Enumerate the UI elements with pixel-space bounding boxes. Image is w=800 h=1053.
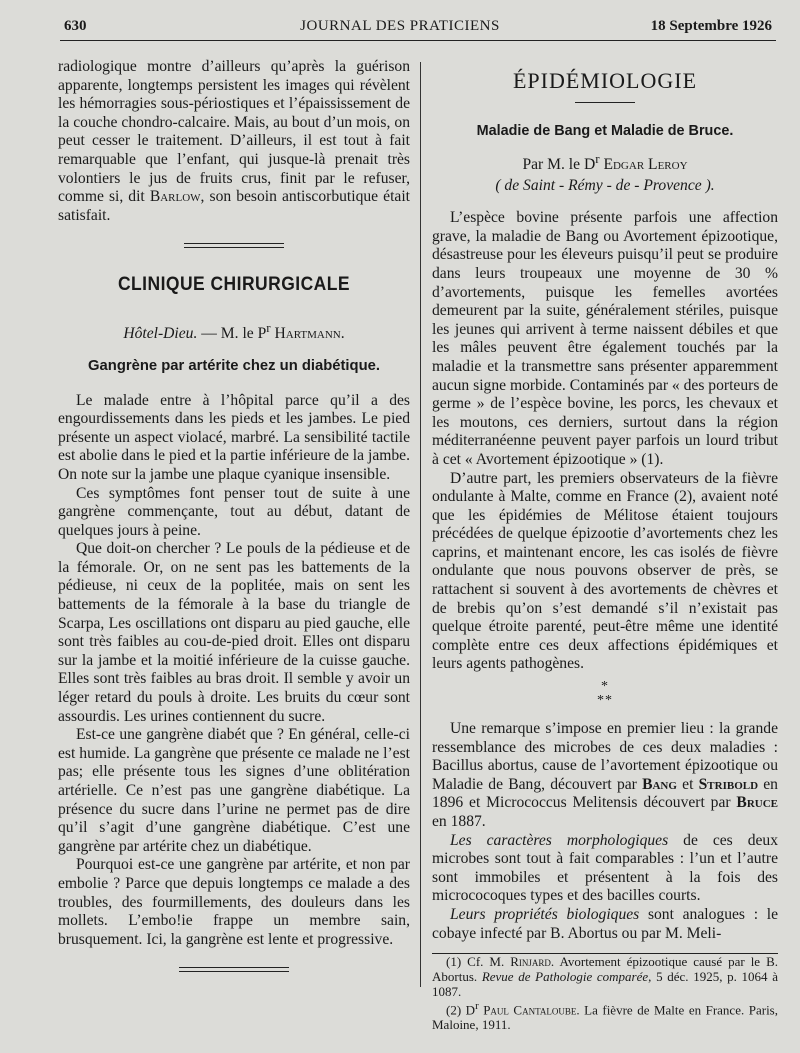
place-line: Hôtel-Dieu. — M. le $P^r$ Hartmann.: [123, 320, 345, 343]
footnote-1: (1) Cf. M. Rinjard. Avortement épizootique causé par le B. Abortus. Revue de Pathologie comparée, 5 déc. 1925, p. 1064 à 1087.: [432, 954, 779, 1000]
paragraph: Que doit-on chercher ? Le pouls de la pédieuse et de la fémorale. Or, on ne sent pas les battements de la pédieuse, ni ceux de la poplitée, mais on sent les battements de la fémorale à la base du triangle de Scarpa, Les oscillations ont disparu au pied gauche, elle sont très faibles au cou-de-pied droit. Elles ont disparu sur la jambe et la moitié inférieure de la cuisse gauche. Elles sont très faibles au bras droit. Il semble y avoir un léger retard du pouls à droite. Les bruits du cœur sont assourdis. Les urines contiennent du sucre.: [58, 540, 410, 725]
author-name: Barlow: [149, 188, 201, 206]
paragraph: Est-ce une gangrène diabét que ? En général, celle-ci est humide. La gangrène que présente ce malade ne l’est pas; elle présente tous les signes d’une oblitération artérielle. Ce n’est pas une gangrène diabétique. La présence du sucre dans l’urine ne permet pas de dire qu’il s’agit d’une gangrène diabétique. C’est une gangrène par artérite chez un diabétique.: [58, 726, 410, 855]
paragraph: Une remarque s’impose en premier lieu : la grande ressemblance des microbes de ces deux maladies : Bacillus abortus, cause de l’avortement épizootique ou Maladie de Bang, découvert par Bang et Stribold en 1896 et Micrococcus Melitensis découvert par Bruce en 1887.: [432, 720, 778, 830]
article-title-bang-bruce: Maladie de Bang et Maladie de Bruce.: [476, 123, 734, 139]
affiliation: ( de Saint - Rémy - de - Provence ).: [495, 177, 715, 195]
paragraph: L’espèce bovine présente parfois une affection grave, la maladie de Bang ou Avortement épizootique, désastreuse pour les éleveurs puisqu’il peut se produire dans leurs troupeaux une moyenne de 30 % d’avortements, puisque les femelles avortées demeurent par la suite, généralement stériles, puisque les jeunes qui arrivent à terme naissent débiles et que les mâles peuvent être également touchés par la maladie et la transmettre sans présenter apparemment aucun signe morbide. Contaminés par « des porteurs de germe » de l’espèce bovine, les porcs, les chevaux et les moutons, ces derniers, surtout dans la région méditerranéenne peuvent payer parfois un lourd tribut à cet « Avortement épizootique » (1).: [432, 209, 779, 468]
left-paragraph-continued: radiologique montre d’ailleurs qu’après la guérison apparente, longtemps persistent les images qui révèlent les hémorragies sous-périostiques et l’épaississement de la couche chondro-calcaire. Mais, au bout d’un mois, on peut cesser le traitement. D’ailleurs, il est tout à fait remarquable que l’enfant, qui jusque-là prenait très volontiers le jus de fruits crus, finit par le refuser, comme si, dit Barlow, son besoin antiscorbutique était satisfait.: [58, 58, 410, 224]
section-title-clinique: CLINIQUE CHIRURGICALE: [117, 274, 351, 296]
paragraph: Pourquoi est-ce une gangrène par artérite, et non par embolie ? Parce que depuis longtemps ce malade a des troubles, des fourmillements, des douleurs dans les mollets. L’embo!ie frappe un membre sain, brusquement. Ici, la gangrène est lente et progressive.: [58, 856, 410, 948]
journal-title: JOURNAL DES PRATICIENS: [300, 18, 500, 34]
section-title-epidemiologie: ÉPIDÉMIOLOGIE: [512, 68, 698, 93]
page-header: [0, 0, 800, 46]
title-rule: [575, 102, 635, 103]
column-divider: [420, 62, 421, 987]
paragraph: Ces symptômes font penser tout de suite à une gangrène commençante, tout au début, datant de quelques jours à peine.: [58, 484, 410, 539]
paragraph: Leurs propriétés biologiques sont analogues : le cobaye infecté par B. Abortus ou par M. Meli-: [432, 905, 778, 942]
author-line: Par M. le $D^r$ Edgar Leroy: [522, 151, 688, 174]
header-rule: [60, 40, 776, 41]
article-title-gangrene: Gangrène par artérite chez un diabétique.: [88, 357, 380, 374]
paragraph: Les caractères morphologiques de ces deux microbes sont tout à fait comparables : l’un et l’autre sont immobiles et présentent à la fois des micrococoques types et des bacilles courts.: [432, 831, 779, 905]
paragraph: D’autre part, les premiers observateurs de la fièvre ondulante à Malte, comme en France (2), avaient noté que les épidémies de Mélitose étaient toujours précédées de quelque épizootie d’avortements chez les caprins, et maintenant encore, les cas isolés de fièvre ondulante que nous pouvons observer de près, se rattachent si souvent à des avortements de chèvres et de brebis qu’on s’est demandé s’il n’existait pas quelque étroite parenté, peut-être même une identité complète entre ces deux affections épidémiques et leurs agents pathogènes.: [432, 469, 778, 673]
page-number: 630: [64, 18, 87, 34]
right-column: [432, 58, 778, 1032]
paragraph: Le malade entre à l’hôpital parce qu’il a des engourdissements dans les pieds et les jambes. Le pied présente un aspect violacé, marbré. La sensibilité tactile est abolie dans le pied et la partie inférieure de la jambe. On note sur la jambe une plaque cyanique insensible.: [58, 391, 410, 483]
asterism: * **: [597, 679, 613, 709]
left-column: [58, 58, 410, 972]
footnote-2: (2) $D^r$ Paul Cantaloube. La fièvre de Malte en France. Paris, Maloine, 1911.: [432, 1000, 778, 1033]
section-separator: [184, 243, 284, 248]
end-separator: [179, 967, 289, 972]
issue-date: 18 Septembre 1926: [650, 18, 772, 34]
